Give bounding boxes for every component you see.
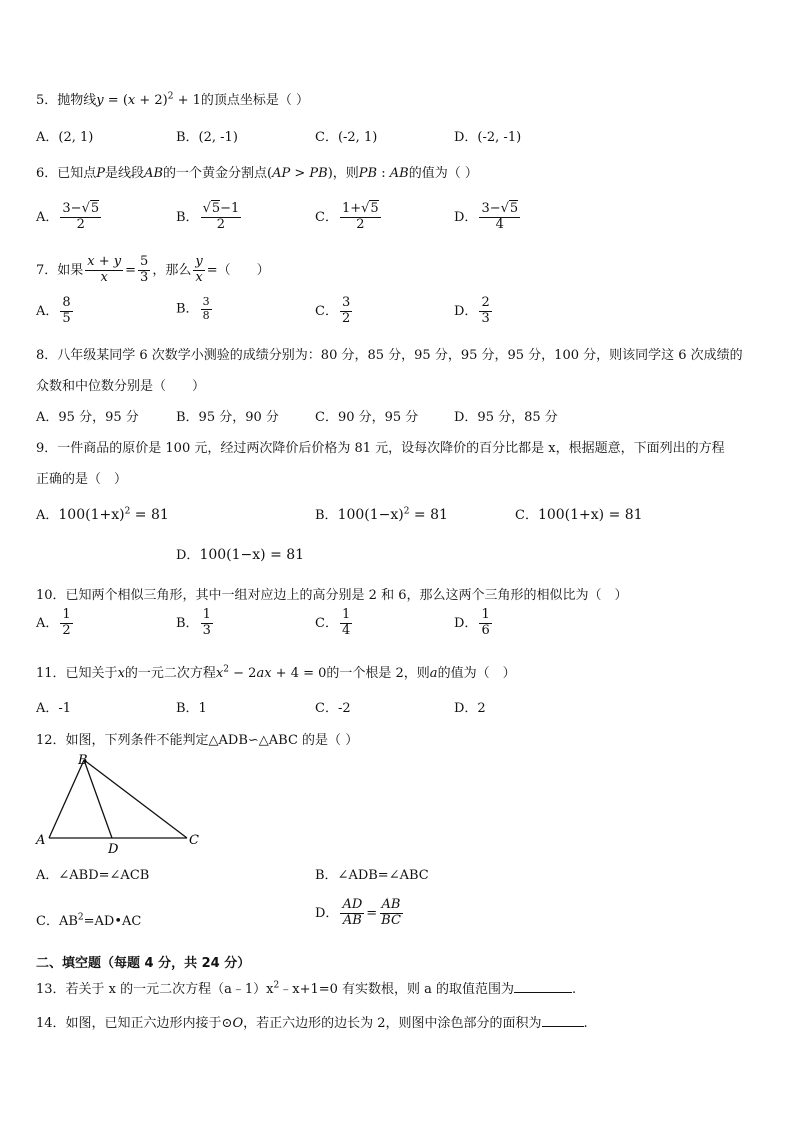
answer-blank-14[interactable]	[542, 1026, 584, 1027]
segment-bd	[84, 760, 112, 838]
q11-option-d: D．2	[454, 701, 486, 716]
question-9-line2: 正确的是（ ）	[36, 472, 128, 487]
q7-option-a: A． $\frac{8}{5}$	[36, 295, 71, 326]
question-10-stem: 10．已知两个相似三角形，其中一组对应边上的高分别是 2 和 6，那么这两个三角形的相似比为（ ）	[36, 588, 628, 603]
question-7-stem: 7．如果 $\frac{x + y}{x}$ = $\frac{5}{3}$ ，那么 $\frac{y}{x}$ =（ ）	[36, 254, 270, 285]
answer-blank-13[interactable]	[514, 992, 572, 993]
q7-option-b: B． $\frac{3}{8}$	[176, 295, 210, 322]
q6-option-a: A． $\frac{3-√5}{2}$	[36, 201, 100, 232]
question-8-line2: 众数和中位数分别是（ ）	[36, 379, 206, 394]
label-a: A	[36, 833, 46, 848]
q11-option-c: C．-2	[315, 701, 351, 716]
q5-option-c: C．(-2, 1)	[315, 130, 378, 145]
label-d: D	[108, 842, 119, 857]
question-6-stem: 6．已知点P是线段AB的一个黄金分割点(AP > PB)，则PB : AB的值为（ ）	[36, 166, 478, 181]
label-c: C	[189, 833, 199, 848]
q12-option-d: D． $\frac{AD}{AB}$ = $\frac{AB}{BC}$	[315, 897, 401, 928]
q9-option-d: D．100(1−x) = 81	[176, 547, 305, 563]
q8-option-c: C．90 分，95 分	[315, 410, 419, 425]
section-heading: 二、填空题（每题 4 分，共 24 分）	[36, 956, 251, 971]
q5-option-d: D．(-2, -1)	[454, 130, 522, 145]
q12-option-b: B．∠ADB=∠ABC	[315, 868, 429, 883]
question-11-stem: 11．已知关于x的一元二次方程$x^2 - 2ax + 4 = 0$的一个根是 2，则a的值为（ ）	[36, 664, 516, 681]
q11-option-a: A．-1	[36, 701, 72, 716]
q5-option-b: B．(2, -1)	[176, 130, 238, 145]
q6-option-d: D． $\frac{3-√5}{4}$	[454, 201, 519, 232]
segment-bc	[84, 760, 187, 838]
q8-option-b: B．95 分，90 分	[176, 410, 279, 425]
question-9-line1: 9．一件商品的原价是 100 元，经过两次降价后价格为 81 元，设每次降价的百分比都是 x，根据题意，下面列出的方程	[36, 441, 725, 456]
q12-option-a: A．∠ABD=∠ACB	[36, 868, 150, 883]
q10-option-d: D． $\frac{1}{6}$	[454, 607, 490, 638]
q6-option-b: B． $\frac{√5-1}{2}$	[176, 201, 240, 232]
q8-option-d: D．95 分，85 分	[454, 410, 558, 425]
question-13: 13．若关于 x 的一元二次方程$(a﹣1)x^2﹣x+1=0$ 有实数根，则 a 的取值范围为 .	[36, 980, 577, 997]
q9-option-b: B．$100(1-x)^2 = 81$	[315, 506, 448, 523]
q10-option-b: B． $\frac{1}{3}$	[176, 607, 211, 638]
question-8-line1: 8．八年级某同学 6 次数学小测验的成绩分别为：80 分，85 分，95 分，95 分，95 分，100 分，则该同学这 6 次成绩的	[36, 348, 743, 363]
segment-ab	[49, 760, 84, 838]
q11-option-b: B．1	[176, 701, 207, 716]
triangle-figure	[30, 750, 220, 860]
label-b: B	[78, 753, 88, 768]
q10-option-a: A． $\frac{1}{2}$	[36, 607, 71, 638]
q7-option-c: C． $\frac{3}{2}$	[315, 295, 351, 326]
q5-option-a: A．(2, 1)	[36, 130, 94, 145]
q9-option-c: C．100(1+x) = 81	[515, 507, 643, 523]
question-12-stem: 12．如图，下列条件不能判定△ADB∽△ABC 的是（ ）	[36, 733, 359, 748]
q6-option-c: C． $\frac{1+√5}{2}$	[315, 201, 379, 232]
q9-option-a: A．$100(1+x)^2 = 81$	[36, 506, 169, 523]
q7-option-d: D． $\frac{2}{3}$	[454, 295, 490, 326]
question-14: 14．如图，已知正六边形内接于⊙O，若正六边形的边长为 2，则图中涂色部分的面积为 .	[36, 1016, 588, 1031]
q12-option-c: C．$AB^2=AD•AC$	[36, 912, 142, 929]
q10-option-c: C． $\frac{1}{4}$	[315, 607, 351, 638]
question-5-stem: 5．抛物线$y = (x + 2)^2 + 1$的顶点坐标是（ ）	[36, 91, 310, 108]
q8-option-a: A．95 分，95 分	[36, 410, 139, 425]
